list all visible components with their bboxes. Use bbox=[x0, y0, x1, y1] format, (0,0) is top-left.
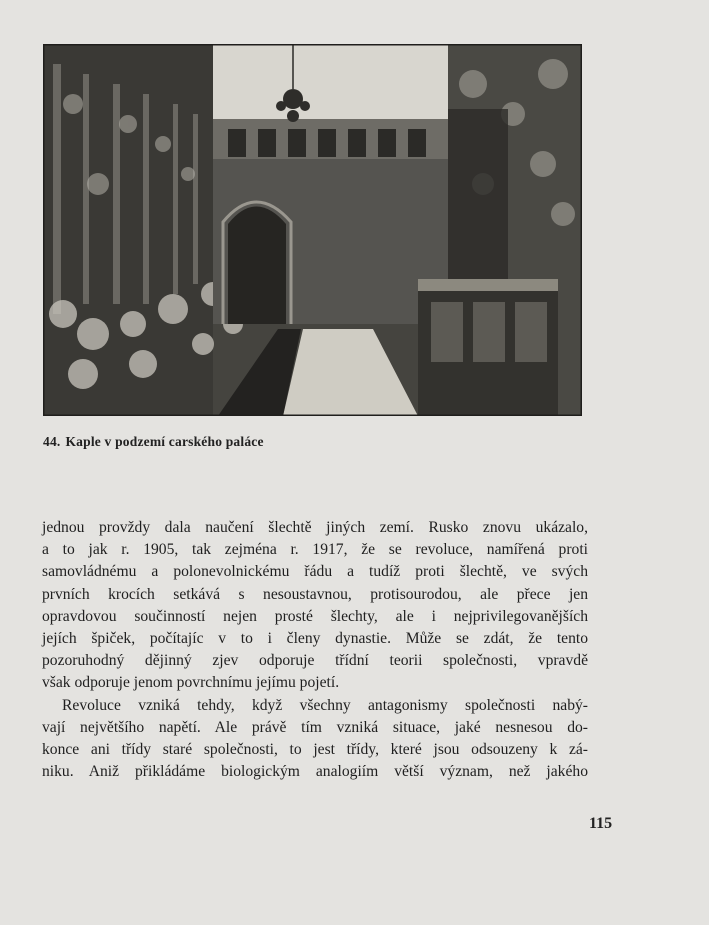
text-line: prvních krocích setkává s nesoustavnou, protisourodou, ale přece jen bbox=[42, 585, 588, 603]
text-line: niku. Aniž přikládáme biologickým analogiím větší význam, než jakého bbox=[42, 763, 588, 781]
text-line: pozoruhodný dějinný zjev odporuje třídní teorii společnosti, vpravdě bbox=[42, 652, 588, 670]
text-line: však odporuje jenom povrchnímu jejímu pojetí. bbox=[42, 674, 340, 692]
figure-caption-text: Kaple v podzemí carského paláce bbox=[65, 434, 264, 449]
text-line: jednou provždy dala naučení šlechtě jiných zemí. Rusko znovu ukázalo, bbox=[42, 519, 588, 536]
text-line: Revoluce vzniká tehdy, když všechny antagonismy společnosti nabý- bbox=[62, 696, 588, 714]
figure-caption bbox=[43, 434, 269, 450]
figure-number: 44. bbox=[43, 434, 61, 449]
page-number: 115 bbox=[589, 815, 613, 832]
text-line: konce ani třídy staré společnosti, to jest třídy, které jsou odsouzeny k zá- bbox=[42, 741, 588, 759]
text-line: vají největšího napětí. Ale právě tím vzniká situace, jaké nesnesou do- bbox=[42, 718, 588, 736]
text-line: samovládnému a polonevolnickému řádu a tudíž proti šlechtě, ve svých bbox=[42, 563, 588, 581]
text-line: jejích špiček, počítajíc v to i členy dynastie. Může se zdát, že tento bbox=[42, 630, 588, 648]
text-line: a to jak r. 1905, tak zejména r. 1917, že se revoluce, namířená proti bbox=[42, 541, 588, 559]
text-line: opravdovou součinností nejen prosté šlechty, ale i nejprivilegovanějších bbox=[42, 607, 588, 625]
chapel-photograph bbox=[43, 44, 582, 416]
body-text bbox=[42, 517, 588, 783]
